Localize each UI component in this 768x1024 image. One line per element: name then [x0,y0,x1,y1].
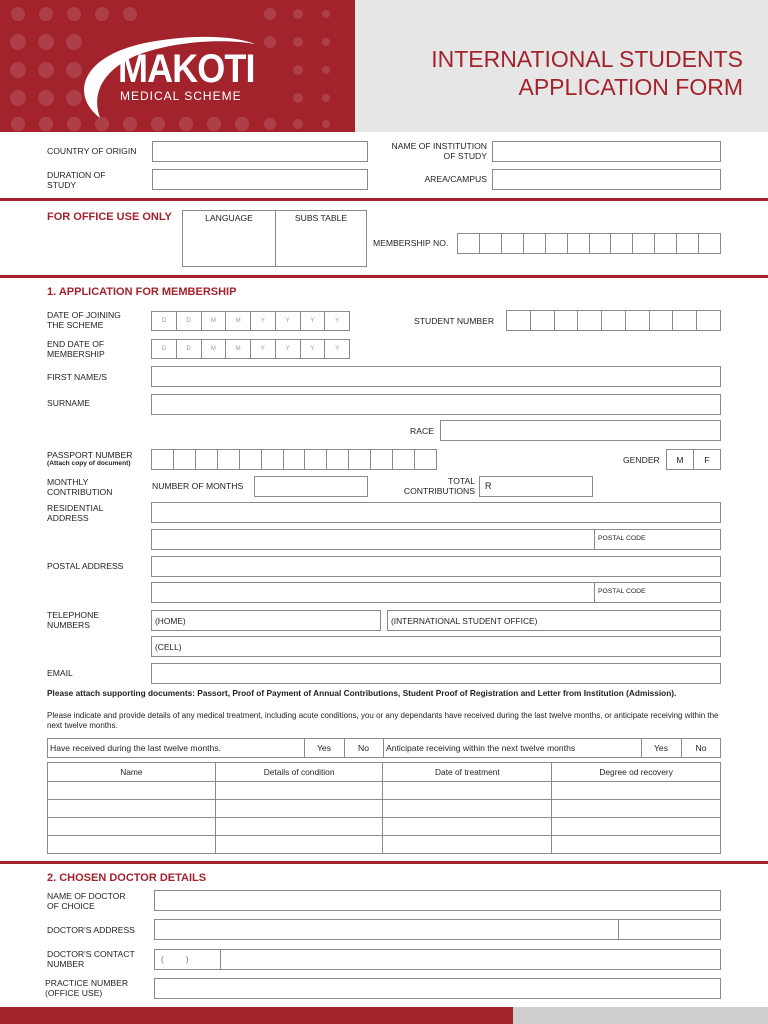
cell-phone-label: (CELL) [155,642,182,652]
received-no[interactable]: No [358,743,369,753]
doctor-address-label: DOCTOR'S ADDRESS [47,925,135,935]
name-of-institution-field[interactable] [492,141,721,162]
anticipate-yes[interactable]: Yes [653,743,669,753]
subs-table-label: SUBS TABLE [294,213,348,223]
postal-address-label: POSTAL ADDRESS [47,561,124,571]
residential-address-line1[interactable] [151,502,721,523]
attach-documents-note: Please attach supporting documents: Passort, Proof of Payment of Annual Contributions, Student Proof of Registration and Letter from Institution (Admission). [47,688,677,698]
form-title-line1: INTERNATIONAL STUDENTS [431,46,743,72]
monthly-contribution-label: MONTHLY CONTRIBUTION [47,477,113,497]
intl-office-phone-field[interactable] [387,610,721,631]
footer-grey-bar [513,1007,768,1024]
total-contributions-field[interactable] [479,476,593,497]
country-of-origin-field[interactable] [152,141,368,162]
end-date-cells[interactable]: D D M M Y Y Y Y [151,339,350,359]
gender-label: GENDER [623,455,660,465]
student-number-cells[interactable] [506,310,721,331]
passport-note: (Attach copy of document) [47,460,131,467]
doctor-contact-label: DOCTOR'S CONTACT NUMBER [47,949,135,969]
doctor-address-field[interactable] [154,919,619,940]
doctor-name-label: NAME OF DOCTOR OF CHOICE [47,891,126,911]
surname-field[interactable] [151,394,721,415]
row-divider [383,738,384,758]
table-row[interactable] [48,818,721,836]
cell-phone-field[interactable] [151,636,721,657]
home-phone-label: (HOME) [155,616,186,626]
received-question: Have received during the last twelve months. [50,743,222,753]
medical-treatment-note: Please indicate and provide details of any medical treatment, including acute conditions, you or any dependants have received during the last twelve months, or anticipate receiving within the next twelve months. [47,711,719,730]
section2-title: 2. CHOSEN DOCTOR DETAILS [47,872,207,884]
divider-3 [0,861,768,864]
gender-f[interactable]: F [704,454,710,465]
table-row[interactable] [48,782,721,800]
end-date-label: END DATE OF MEMBERSHIP [47,339,105,359]
col-date: Date of treatment [383,763,552,782]
area-campus-field[interactable] [492,169,721,190]
passport-number-label: PASSPORT NUMBER [47,450,133,460]
anticipate-question: Anticipate receiving within the next twelve months [386,743,576,753]
membership-no-cells[interactable] [457,233,721,254]
student-number-label: STUDENT NUMBER [414,316,495,326]
gender-m[interactable]: M [667,450,694,469]
surname-label: SURNAME [47,398,90,408]
postal-address-line1[interactable] [151,556,721,577]
postal-code-label: POSTAL CODE [598,535,646,542]
received-yes[interactable]: Yes [316,743,332,753]
home-phone-field[interactable] [151,610,381,631]
country-of-origin-label: COUNTRY OF ORIGIN [47,146,137,156]
duration-of-study-label: DURATION OF STUDY [47,170,106,190]
practice-number-field[interactable] [154,978,721,999]
divider-2 [0,275,768,278]
residential-postal-code[interactable] [594,529,721,550]
logo-text-sub: MEDICAL SCHEME [120,89,242,103]
number-of-months-field[interactable] [254,476,368,497]
residential-address-label: RESIDENTIAL ADDRESS [47,503,104,523]
date-joining-label: DATE OF JOINING THE SCHEME [47,310,121,330]
form-title-line2: APPLICATION FORM [518,74,743,100]
table-header-row [48,763,721,782]
doctor-contact-field[interactable] [220,949,721,970]
postal-code-label-2: POSTAL CODE [598,588,646,595]
office-use-title: FOR OFFICE USE ONLY [47,211,172,223]
race-field[interactable] [440,420,721,441]
col-details: Details of condition [215,763,383,782]
race-label: RACE [410,426,434,436]
divider-1 [0,198,768,201]
duration-of-study-field[interactable] [152,169,368,190]
logo-text-main: MAKOTI [118,47,255,91]
medical-history-table [47,762,721,854]
area-code-brackets: ( ) [161,955,189,964]
total-contributions-label: TOTAL CONTRIBUTIONS [403,476,475,496]
passport-number-cells[interactable] [151,449,437,470]
first-names-label: FIRST NAME/S [47,372,108,382]
doctor-name-field[interactable] [154,890,721,911]
section1-title: 1. APPLICATION FOR MEMBERSHIP [47,286,237,298]
col-name: Name [48,763,216,782]
number-of-months-label: NUMBER OF MONTHS [152,481,244,491]
name-of-institution-label: NAME OF INSTITUTION OF STUDY [391,141,487,161]
email-label: EMAIL [47,668,73,678]
table-row[interactable] [48,800,721,818]
gender-cells[interactable] [666,449,721,470]
email-field[interactable] [151,663,721,684]
col-recovery: Degree od recovery [552,763,721,782]
practice-number-label: PRACTICE NUMBER (OFFICE USE) [45,978,129,998]
residential-address-line2[interactable] [151,529,595,550]
first-names-field[interactable] [151,366,721,387]
anticipate-no[interactable]: No [695,743,707,753]
date-joining-cells[interactable]: D D M M Y Y Y Y [151,311,350,331]
table-row[interactable] [48,836,721,854]
area-campus-label: AREA/CAMPUS [424,174,487,184]
doctor-area-code-field[interactable] [154,949,221,970]
membership-no-label: MEMBERSHIP NO. [373,238,449,248]
postal-address-line2[interactable] [151,582,595,603]
currency-symbol: R [485,481,492,491]
intl-office-phone-label: (INTERNATIONAL STUDENT OFFICE) [391,616,538,626]
footer-red-bar [0,1007,513,1024]
postal-postal-code[interactable] [594,582,721,603]
doctor-address-code-field[interactable] [618,919,721,940]
telephone-numbers-label: TELEPHONE NUMBERS [47,610,100,630]
header-red-panel [0,0,355,132]
language-label: LANGUAGE [205,213,253,223]
